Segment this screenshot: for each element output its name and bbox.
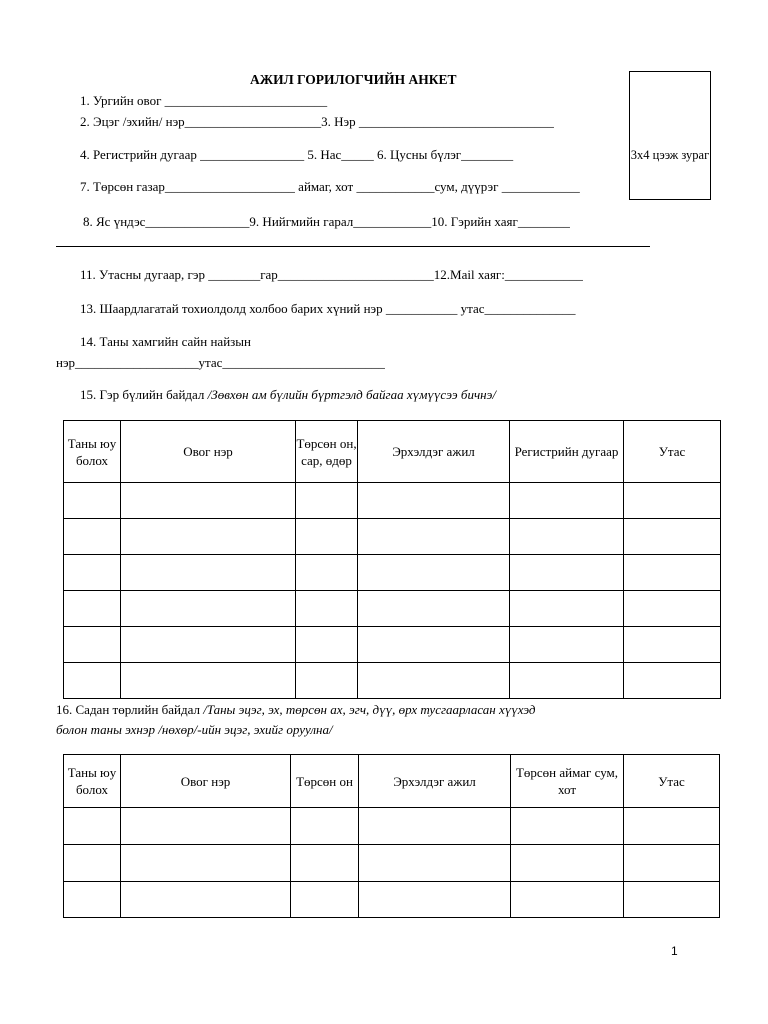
table-cell[interactable] xyxy=(358,483,510,519)
relatives-header-birthyear: Төрсөн он xyxy=(291,755,359,808)
table-cell[interactable] xyxy=(64,845,121,882)
table-row xyxy=(64,663,721,699)
table-cell[interactable] xyxy=(64,555,121,591)
table-cell[interactable] xyxy=(624,519,721,555)
family-table-header-row xyxy=(64,421,721,483)
page-number: 1 xyxy=(671,944,678,958)
table-row xyxy=(64,519,721,555)
table-cell[interactable] xyxy=(64,882,121,918)
table-cell[interactable] xyxy=(64,519,121,555)
section15-note: /Зөвхөн ам бүлийн бүртгэлд байгаа хүмүүсээ бичнэ/ xyxy=(207,387,496,402)
table-cell[interactable] xyxy=(510,627,624,663)
table-cell[interactable] xyxy=(624,663,721,699)
table-cell[interactable] xyxy=(358,591,510,627)
table-cell[interactable] xyxy=(121,591,296,627)
table-cell[interactable] xyxy=(510,483,624,519)
relatives-header-occupation: Эрхэлдэг ажил xyxy=(359,755,511,808)
table-cell[interactable] xyxy=(64,808,121,845)
field-birthplace: 7. Төрсөн газар____________________ аймаг, хот ____________сум, дүүрэг ____________ xyxy=(80,179,580,194)
field-clan-name: 1. Ургийн овог _________________________ xyxy=(80,93,328,108)
section16-note-line1: /Таны эцэг, эх, төрсөн ах, эгч, дүү, өрх тусгаарласан хүүхэд xyxy=(203,702,536,717)
table-cell[interactable] xyxy=(511,882,624,918)
table-cell[interactable] xyxy=(624,591,721,627)
table-row xyxy=(64,882,720,918)
table-row xyxy=(64,591,721,627)
table-cell[interactable] xyxy=(291,808,359,845)
table-cell[interactable] xyxy=(296,483,358,519)
family-header-occupation: Эрхэлдэг ажил xyxy=(358,421,510,483)
table-cell[interactable] xyxy=(510,591,624,627)
relatives-header-phone: Утас xyxy=(624,755,720,808)
table-row xyxy=(64,808,720,845)
table-row xyxy=(64,555,721,591)
table-cell[interactable] xyxy=(359,882,511,918)
section16-label: 16. Садан төрлийн байдал xyxy=(56,702,204,717)
field-best-friend-name-phone: нэр___________________утас_________________________ xyxy=(56,355,385,370)
table-cell[interactable] xyxy=(64,663,121,699)
table-cell[interactable] xyxy=(64,627,121,663)
table-cell[interactable] xyxy=(358,627,510,663)
table-cell[interactable] xyxy=(624,555,721,591)
table-cell[interactable] xyxy=(624,627,721,663)
table-cell[interactable] xyxy=(510,519,624,555)
table-cell[interactable] xyxy=(624,845,720,882)
table-cell[interactable] xyxy=(296,663,358,699)
table-cell[interactable] xyxy=(291,882,359,918)
section15-label: 15. Гэр бүлийн байдал xyxy=(80,387,208,402)
table-cell[interactable] xyxy=(358,555,510,591)
table-row xyxy=(64,627,721,663)
photo-box xyxy=(629,71,711,200)
address-continuation-line xyxy=(56,246,650,247)
table-cell[interactable] xyxy=(291,845,359,882)
relatives-header-birthplace: Төрсөн аймаг сум, хот xyxy=(511,755,624,808)
table-cell[interactable] xyxy=(511,845,624,882)
table-cell[interactable] xyxy=(121,663,296,699)
section15-heading xyxy=(80,388,496,401)
family-header-phone: Утас xyxy=(624,421,721,483)
field-ethnicity-origin-address: 8. Яс үндэс________________9. Нийгмийн гарал____________10. Гэрийн хаяг________ xyxy=(83,214,570,229)
field-phone-mail: 11. Утасны дугаар, гэр ________гар________________________12.Mail хаяг:____________ xyxy=(80,267,583,282)
relatives-header-name: Овог нэр xyxy=(121,755,291,808)
table-cell[interactable] xyxy=(624,808,720,845)
field-emergency-contact: 13. Шаардлагатай тохиолдолд холбоо барих хүний нэр ___________ утас______________ xyxy=(80,301,576,316)
field-register-age-blood: 4. Регистрийн дугаар ________________ 5. Нас_____ 6. Цусны бүлэг________ xyxy=(80,147,514,162)
table-cell[interactable] xyxy=(358,519,510,555)
table-cell[interactable] xyxy=(296,519,358,555)
table-cell[interactable] xyxy=(121,555,296,591)
family-header-birthdate: Төрсөн он, сар, өдөр xyxy=(296,421,358,483)
table-cell[interactable] xyxy=(296,555,358,591)
table-cell[interactable] xyxy=(121,483,296,519)
table-cell[interactable] xyxy=(121,808,291,845)
relatives-table xyxy=(63,754,720,918)
table-cell[interactable] xyxy=(121,627,296,663)
table-cell[interactable] xyxy=(359,808,511,845)
table-row xyxy=(64,483,721,519)
family-header-name: Овог нэр xyxy=(121,421,296,483)
relatives-header-relation: Таны юу болох xyxy=(64,755,121,808)
table-cell[interactable] xyxy=(358,663,510,699)
field-father-name-and-name: 2. Эцэг /эхийн/ нэр_____________________3. Нэр ______________________________ xyxy=(80,114,554,129)
section16-heading xyxy=(56,703,536,716)
table-cell[interactable] xyxy=(296,591,358,627)
family-header-relation: Таны юу болох xyxy=(64,421,121,483)
family-table xyxy=(63,420,721,699)
table-cell[interactable] xyxy=(359,845,511,882)
table-row xyxy=(64,845,720,882)
table-cell[interactable] xyxy=(121,845,291,882)
form-title: АЖИЛ ГОРИЛОГЧИЙН АНКЕТ xyxy=(250,72,457,87)
table-cell[interactable] xyxy=(624,882,720,918)
table-cell[interactable] xyxy=(121,882,291,918)
relatives-table-header-row xyxy=(64,755,720,808)
field-best-friend-label: 14. Таны хамгийн сайн найзын xyxy=(80,334,251,349)
table-cell[interactable] xyxy=(64,591,121,627)
table-cell[interactable] xyxy=(510,663,624,699)
table-cell[interactable] xyxy=(121,519,296,555)
table-cell[interactable] xyxy=(511,808,624,845)
section16-note-line2: болон таны эхнэр /нөхөр/-ийн эцэг, эхийг оруулна/ xyxy=(56,722,333,737)
table-cell[interactable] xyxy=(510,555,624,591)
table-cell[interactable] xyxy=(64,483,121,519)
photo-label: 3х4 цээж зураг xyxy=(630,148,710,162)
table-cell[interactable] xyxy=(296,627,358,663)
table-cell[interactable] xyxy=(624,483,721,519)
family-header-register: Регистрийн дугаар xyxy=(510,421,624,483)
